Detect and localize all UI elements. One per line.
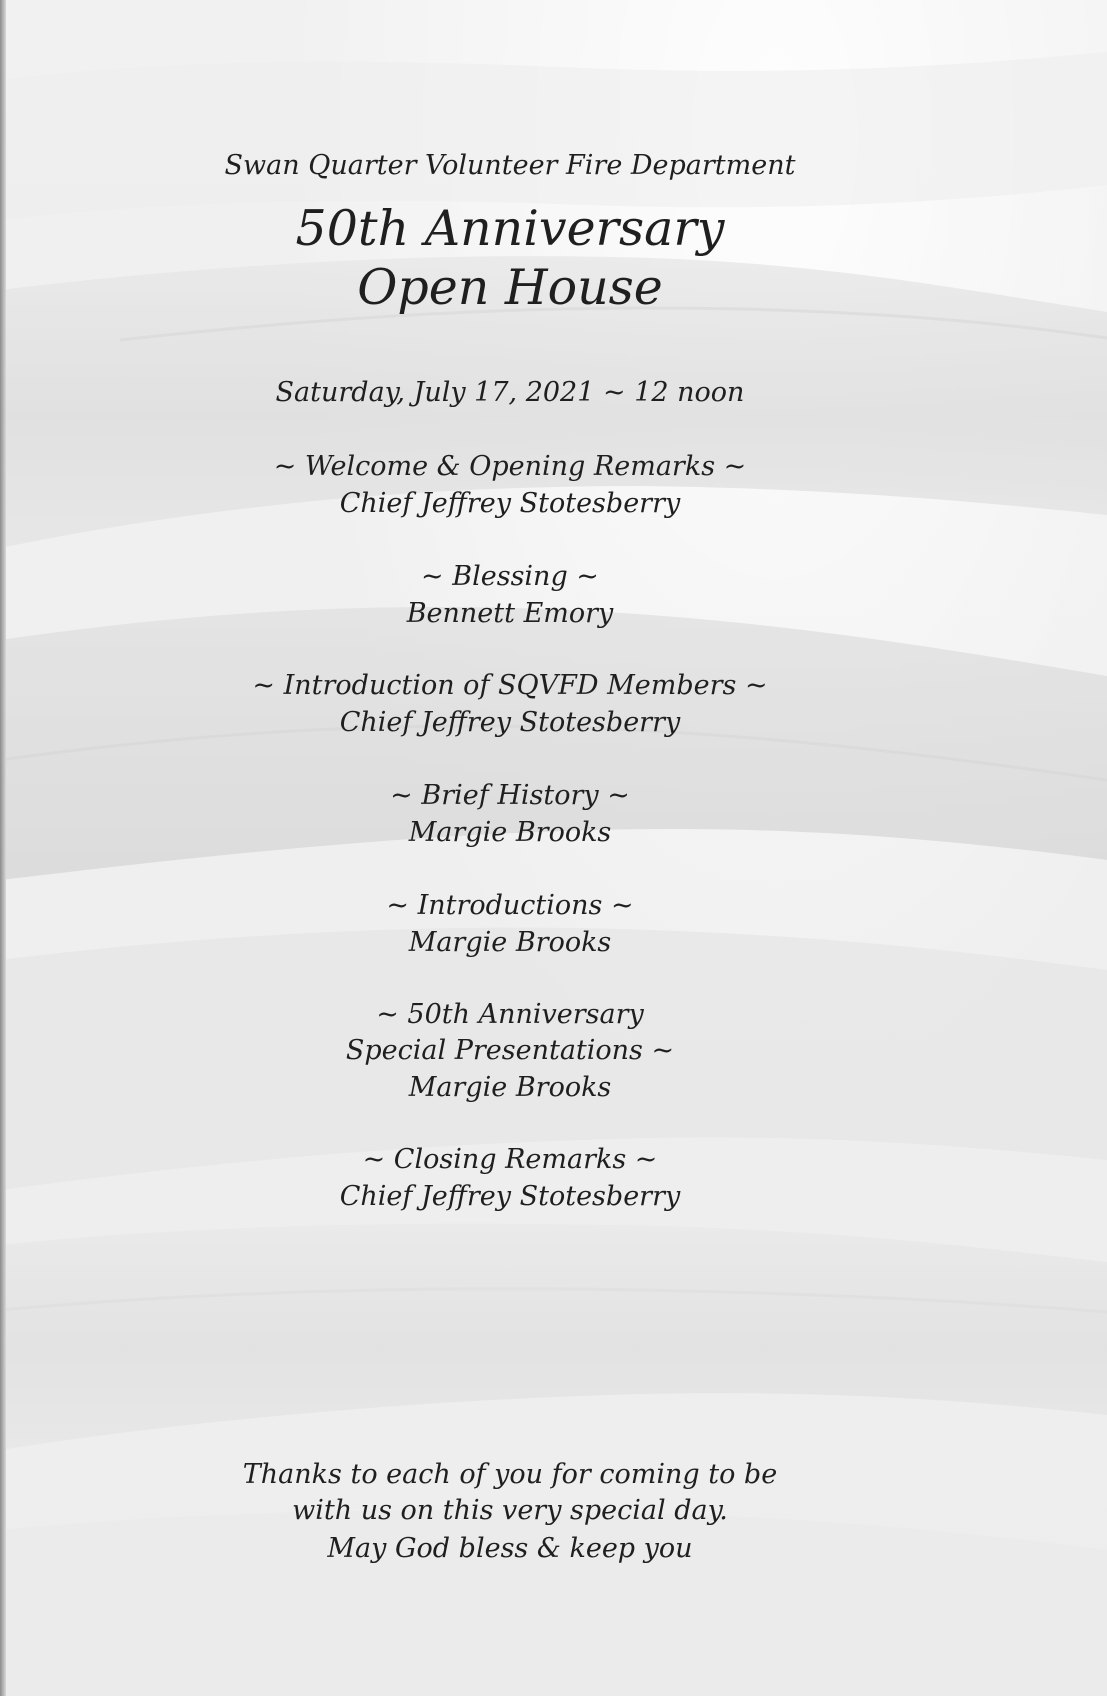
event-title-line-2: Open House	[357, 259, 663, 316]
program-item-5-person: Margie Brooks	[408, 927, 612, 958]
organization-name: Swan Quarter Volunteer Fire Department	[224, 150, 796, 181]
program-item-2-title: ~ Blessing ~	[421, 561, 599, 592]
event-date-time: Saturday, July 17, 2021 ~ 12 noon	[275, 377, 745, 408]
program-item-6-title-line-2: Special Presentations ~	[345, 1035, 675, 1066]
event-title-line-1: 50th Anniversary	[295, 200, 725, 257]
program-item-6-title-line-1: ~ 50th Anniversary	[376, 999, 644, 1030]
program-item-4-title: ~ Brief History ~	[390, 780, 630, 811]
closing-message-line-1: Thanks to each of you for coming to be	[242, 1459, 778, 1490]
program-item-6-person: Margie Brooks	[408, 1072, 612, 1103]
program-item-7-title: ~ Closing Remarks ~	[362, 1144, 658, 1175]
program-item-1-person: Chief Jeffrey Stotesberry	[339, 488, 681, 519]
program-item-7-person: Chief Jeffrey Stotesberry	[339, 1181, 681, 1212]
program-item-3-person: Chief Jeffrey Stotesberry	[339, 707, 681, 738]
closing-message-line-3: May God bless & keep you	[327, 1533, 693, 1564]
closing-message-line-2: with us on this very special day.	[292, 1495, 728, 1526]
program-item-3-title: ~ Introduction of SQVFD Members ~	[252, 670, 768, 701]
program-item-2-person: Bennett Emory	[406, 598, 614, 629]
program-item-1-title: ~ Welcome & Opening Remarks ~	[273, 451, 747, 482]
program-item-4-person: Margie Brooks	[408, 817, 612, 848]
program-item-5-title: ~ Introductions ~	[386, 890, 634, 921]
